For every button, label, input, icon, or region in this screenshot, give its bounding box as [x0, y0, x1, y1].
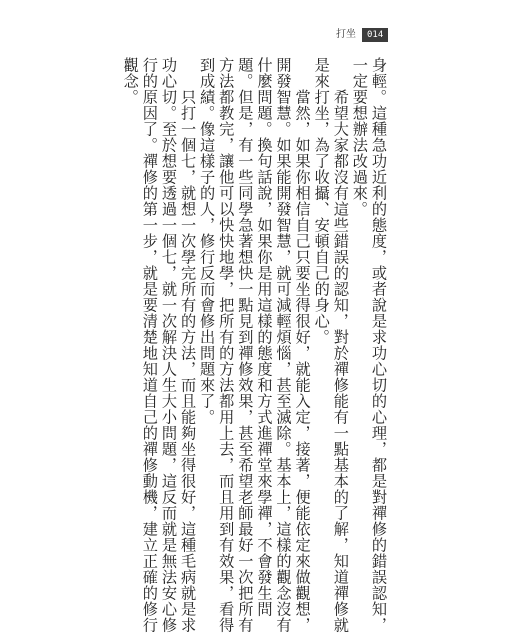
text-column: 當然，如果你相信自己只要坐得很好，就能入定，接著，便能依定來做觀想， [293, 57, 312, 633]
page-header [336, 28, 388, 42]
body-text [121, 57, 388, 633]
text-column: 開發智慧。如果能開發智慧，就可減輕煩惱，甚至滅除。基本上，這樣的觀念沒有 [274, 57, 293, 633]
page-number: 014 [362, 28, 388, 42]
text-column: 希望大家都沒有這些錯誤的認知，對於禪修能有一點基本的了解，知道禪修就 [331, 57, 350, 633]
text-column: 方法都教完，讓他可以快快地學，把所有的方法都用上去，而且用到有效果，看得 [217, 57, 236, 633]
text-column: 題。但是，有一些同學急著想快一點見到禪修效果，甚至希望老師最好一次把所有 [236, 57, 255, 633]
text-column: 身輕。這種急功近利的態度，或者說是求功心切的心理，都是對禪修的錯誤認知， [370, 57, 388, 633]
text-column: 一定要想辦法改過來。 [350, 57, 369, 217]
text-column: 行的原因了。禪修的第一步，就是要清楚地知道自己的禪修動機，建立正確的修行 [140, 57, 159, 633]
text-column: 到成績。像這樣子的人，修行反而會修出問題來了。 [198, 57, 217, 425]
text-column: 只打一個七，就想一次學完所有的方法，而且能夠坐得很好，這種毛病就是求 [179, 57, 198, 633]
running-title: 打坐 [336, 29, 356, 40]
text-column: 是來打坐，為了收攝、安頓自己的身心。 [312, 57, 331, 345]
text-column: 功心切。至於想要透過一個七，就一次解決人生大小問題，這反而就是無法安心修 [159, 57, 178, 633]
text-column: 觀念。 [121, 57, 140, 105]
text-column: 什麼問題。換句話說，如果你是用這樣的態度和方式進禪堂來學禪，不會發生問 [255, 57, 274, 617]
